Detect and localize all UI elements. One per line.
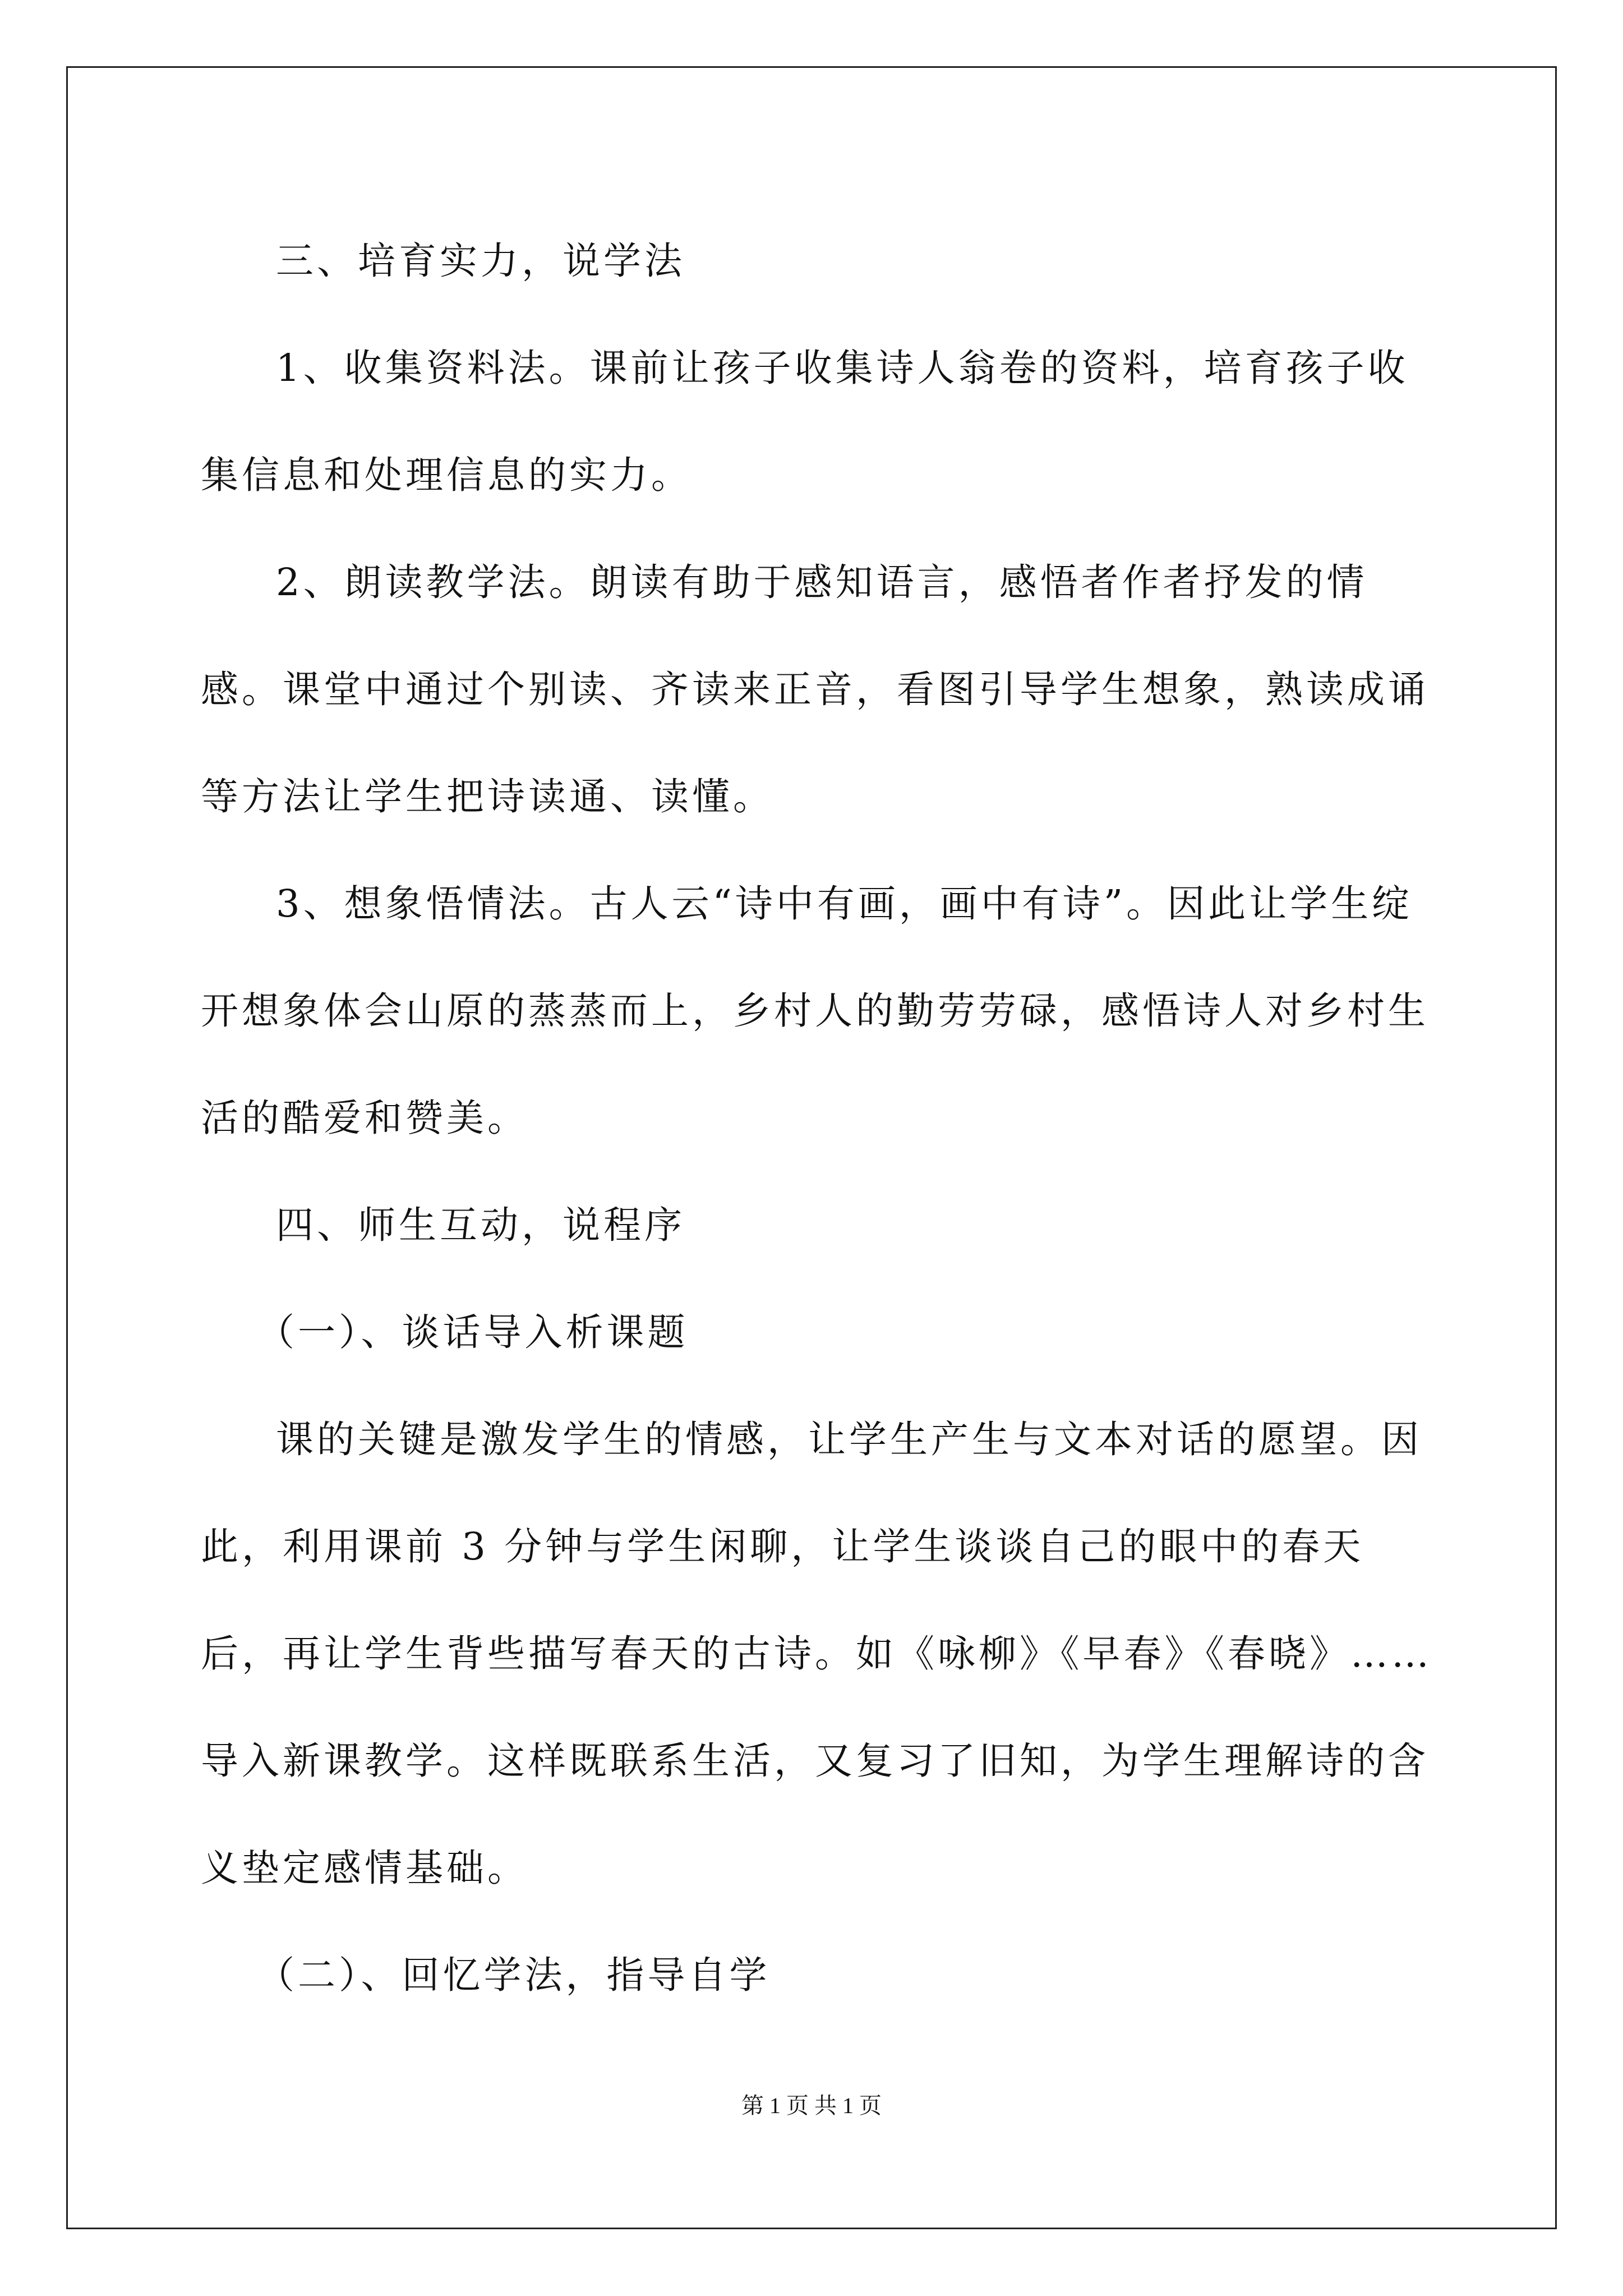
- subheading-1: （一）、谈话导入析课题: [257, 1310, 689, 1354]
- page-footer: 第 1 页 共 1 页: [741, 2093, 882, 2118]
- section-heading-4: 四、师生互动，说程序: [276, 1203, 685, 1247]
- paragraph-collect-method: 1、收集资料法。课前让孩子收集诗人翁卷的资料，培育孩子收集信息和处理信息的实力。: [201, 346, 1409, 497]
- document-body: [201, 208, 1435, 2029]
- subheading-2: （二）、回忆学法，指导自学: [257, 1953, 771, 1997]
- paragraph-intro: 课的关键是激发学生的情感，让学生产生与文本对话的愿望。因此，利用课前 3 分钟与学生闲聊，让学生谈谈自己的眼中的春天后，再让学生背些描写春天的古诗。如《咏柳》《早春》《春晓》……导入新课教学。这样既联系生活，又复习了旧知，为学生理解诗的含义垫定感情基础。: [201, 1418, 1432, 1890]
- paragraph-reading-method: 2、朗读教学法。朗读有助于感知语言，感悟者作者抒发的情感。课堂中通过个别读、齐读来正音，看图引导学生想象，熟读成诵等方法让学生把诗读通、读懂。: [201, 560, 1429, 818]
- section-heading-3: 三、培育实力，说学法: [276, 239, 685, 283]
- paragraph-imagination-method: 3、想象悟情法。古人云“诗中有画，画中有诗”。因此让学生绽开想象体会山原的蒸蒸而上，乡村人的勤劳劳碌，感悟诗人对乡村生活的酷爱和赞美。: [201, 882, 1429, 1140]
